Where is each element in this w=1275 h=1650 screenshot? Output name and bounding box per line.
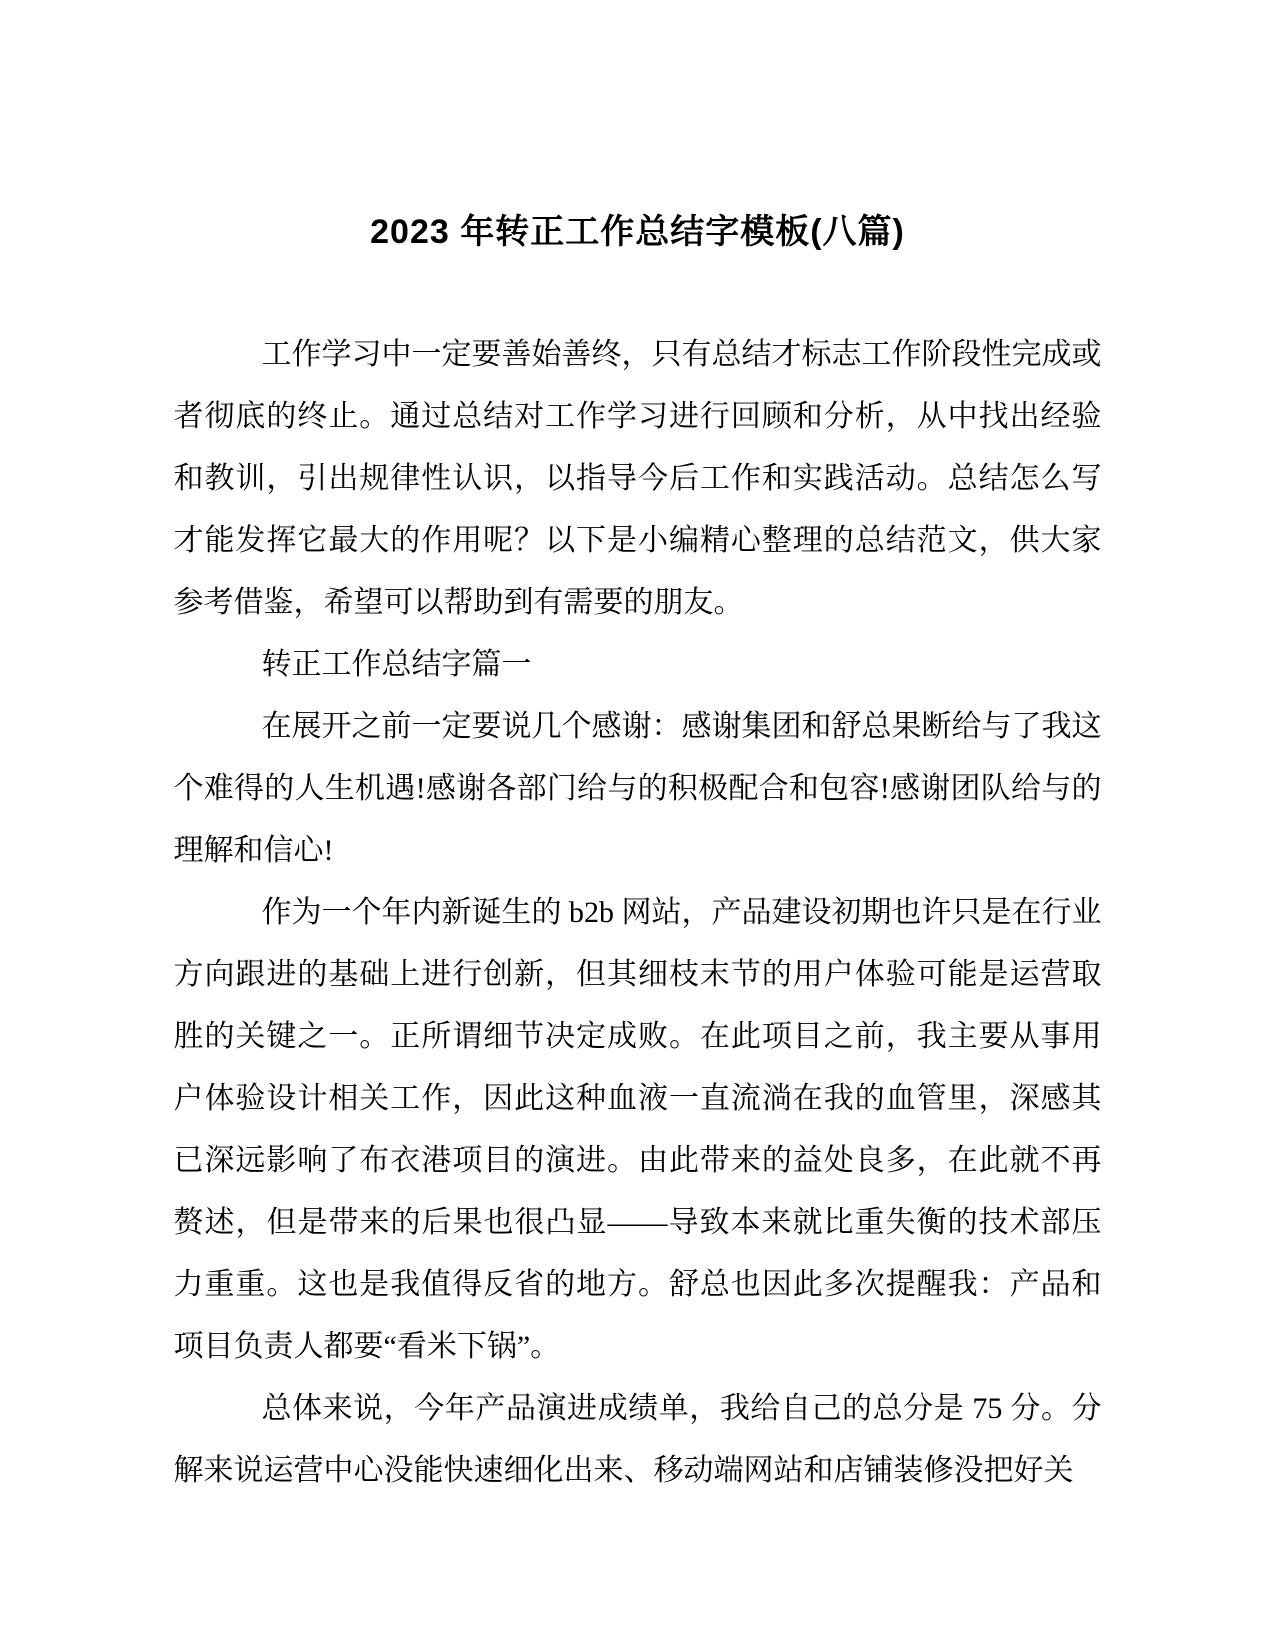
- paragraph-section-heading: 转正工作总结字篇一: [261, 648, 532, 681]
- paragraph-thanks: 在展开之前一定要说几个感谢：感谢集团和舒总果断给与了我这个难得的人生机遇!感谢各部门给与的积极配合和包容!感谢团队给与的理解和信心!: [173, 710, 1102, 867]
- paragraph-score-summary: 总体来说，今年产品演进成绩单，我给自己的总分是 75 分。分解来说运营中心没能快速细化出来、移动端网站和店铺装修没把好关: [173, 1392, 1102, 1487]
- paragraph-b2b-website: 作为一个年内新诞生的 b2b 网站，产品建设初期也许只是在行业方向跟进的基础上进行创新，但其细枝末节的用户体验可能是运营取胜的关键之一。正所谓细节决定成败。在此项目之前，我主要从事用户体验设计相关工作，因此这种血液一直流淌在我的血管里，深感其已深远影响了布衣港项目的演进。由此带来的益处良多，在此就不再赘述，但是带来的后果也很凸显——导致本来就比重失衡的技术部压力重重。这也是我值得反省的地方。舒总也因此多次提醒我：产品和项目负责人都要“看米下锅”。: [173, 896, 1102, 1363]
- document-title: 2023 年转正工作总结字模板(八篇): [370, 213, 905, 251]
- paragraph-intro: 工作学习中一定要善始善终，只有总结才标志工作阶段性完成或者彻底的终止。通过总结对工作学习进行回顾和分析，从中找出经验和教训，引出规律性认识，以指导今后工作和实践活动。总结怎么写才能发挥它最大的作用呢？以下是小编精心整理的总结范文，供大家参考借鉴，希望可以帮助到有需要的朋友。: [173, 338, 1102, 619]
- document-body: [174, 324, 1102, 1502]
